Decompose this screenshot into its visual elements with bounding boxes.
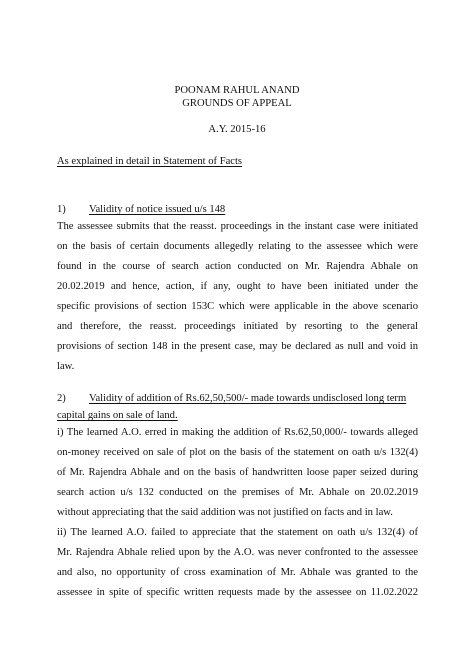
ground-2-line: ii) The learned A.O. failed to appreciate that the statement on oath u/s 132(4) of bbox=[57, 527, 418, 538]
document-title: GROUNDS OF APPEAL bbox=[182, 98, 292, 109]
ground-1-line: 20.02.2019 and hence, action, if any, ought to have been initiated under the bbox=[57, 281, 418, 292]
ground-2-number: 2) bbox=[57, 393, 66, 404]
ground-1-heading-row bbox=[57, 203, 225, 217]
assessment-year: A.Y. 2015-16 bbox=[208, 124, 266, 135]
appellant-name: POONAM RAHUL ANAND bbox=[174, 85, 300, 96]
ground-1-line: found in the course of search action conducted on Mr. Rajendra Abhale on bbox=[57, 261, 418, 272]
ground-2-line: Mr. Rajendra Abhale relied upon by the A.O. was never confronted to the assessee bbox=[57, 547, 418, 558]
ground-2-line: search action u/s 132 conducted on the premises of Mr. Abhale on 20.02.2019 bbox=[57, 487, 418, 498]
ground-1-line: law. bbox=[57, 361, 75, 372]
ground-2-line: of Mr. Rajendra Abhale and on the basis of handwritten loose paper seized during bbox=[57, 467, 418, 478]
ground-2-line: without appreciating that the said addition was not justified on facts and in law. bbox=[57, 507, 393, 518]
ground-1-line: on the basis of certain documents allegedly relating to the assessee which were bbox=[57, 241, 418, 252]
ground-2-line: on-money received on sale of plot on the basis of the statement on oath u/s 132(4) bbox=[57, 447, 418, 458]
ground-1-number: 1) bbox=[57, 204, 66, 215]
ground-1-heading: Validity of notice issued u/s 148 bbox=[89, 204, 226, 215]
ground-2-heading-continued: capital gains on sale of land. bbox=[57, 410, 178, 421]
ground-2-line: assessee in spite of specific written requests made by the assessee on 11.02.2022 bbox=[57, 587, 418, 598]
ground-2-heading: Validity of addition of Rs.62,50,500/- made towards undisclosed long term bbox=[89, 393, 407, 404]
ground-2-heading-row bbox=[57, 392, 406, 406]
ground-1-line: provisions of section 148 in the present case, may be declared as null and void in bbox=[57, 341, 418, 352]
ground-2-line: i) The learned A.O. erred in making the addition of Rs.62,50,000/- towards alleged bbox=[57, 427, 418, 438]
ground-2-line: and also, no opportunity of cross examination of Mr. Abhale was granted to the bbox=[57, 567, 418, 578]
ground-1-line: The assessee submits that the reasst. proceedings in the instant case were initiated bbox=[57, 221, 418, 232]
intro-heading: As explained in detail in Statement of Facts bbox=[57, 156, 243, 167]
ground-1-line: and therefore, the reasst. proceedings initiated by resorting to the general bbox=[57, 321, 418, 332]
ground-1-line: specific provisions of section 153C which were applicable in the above scenario bbox=[57, 301, 418, 312]
